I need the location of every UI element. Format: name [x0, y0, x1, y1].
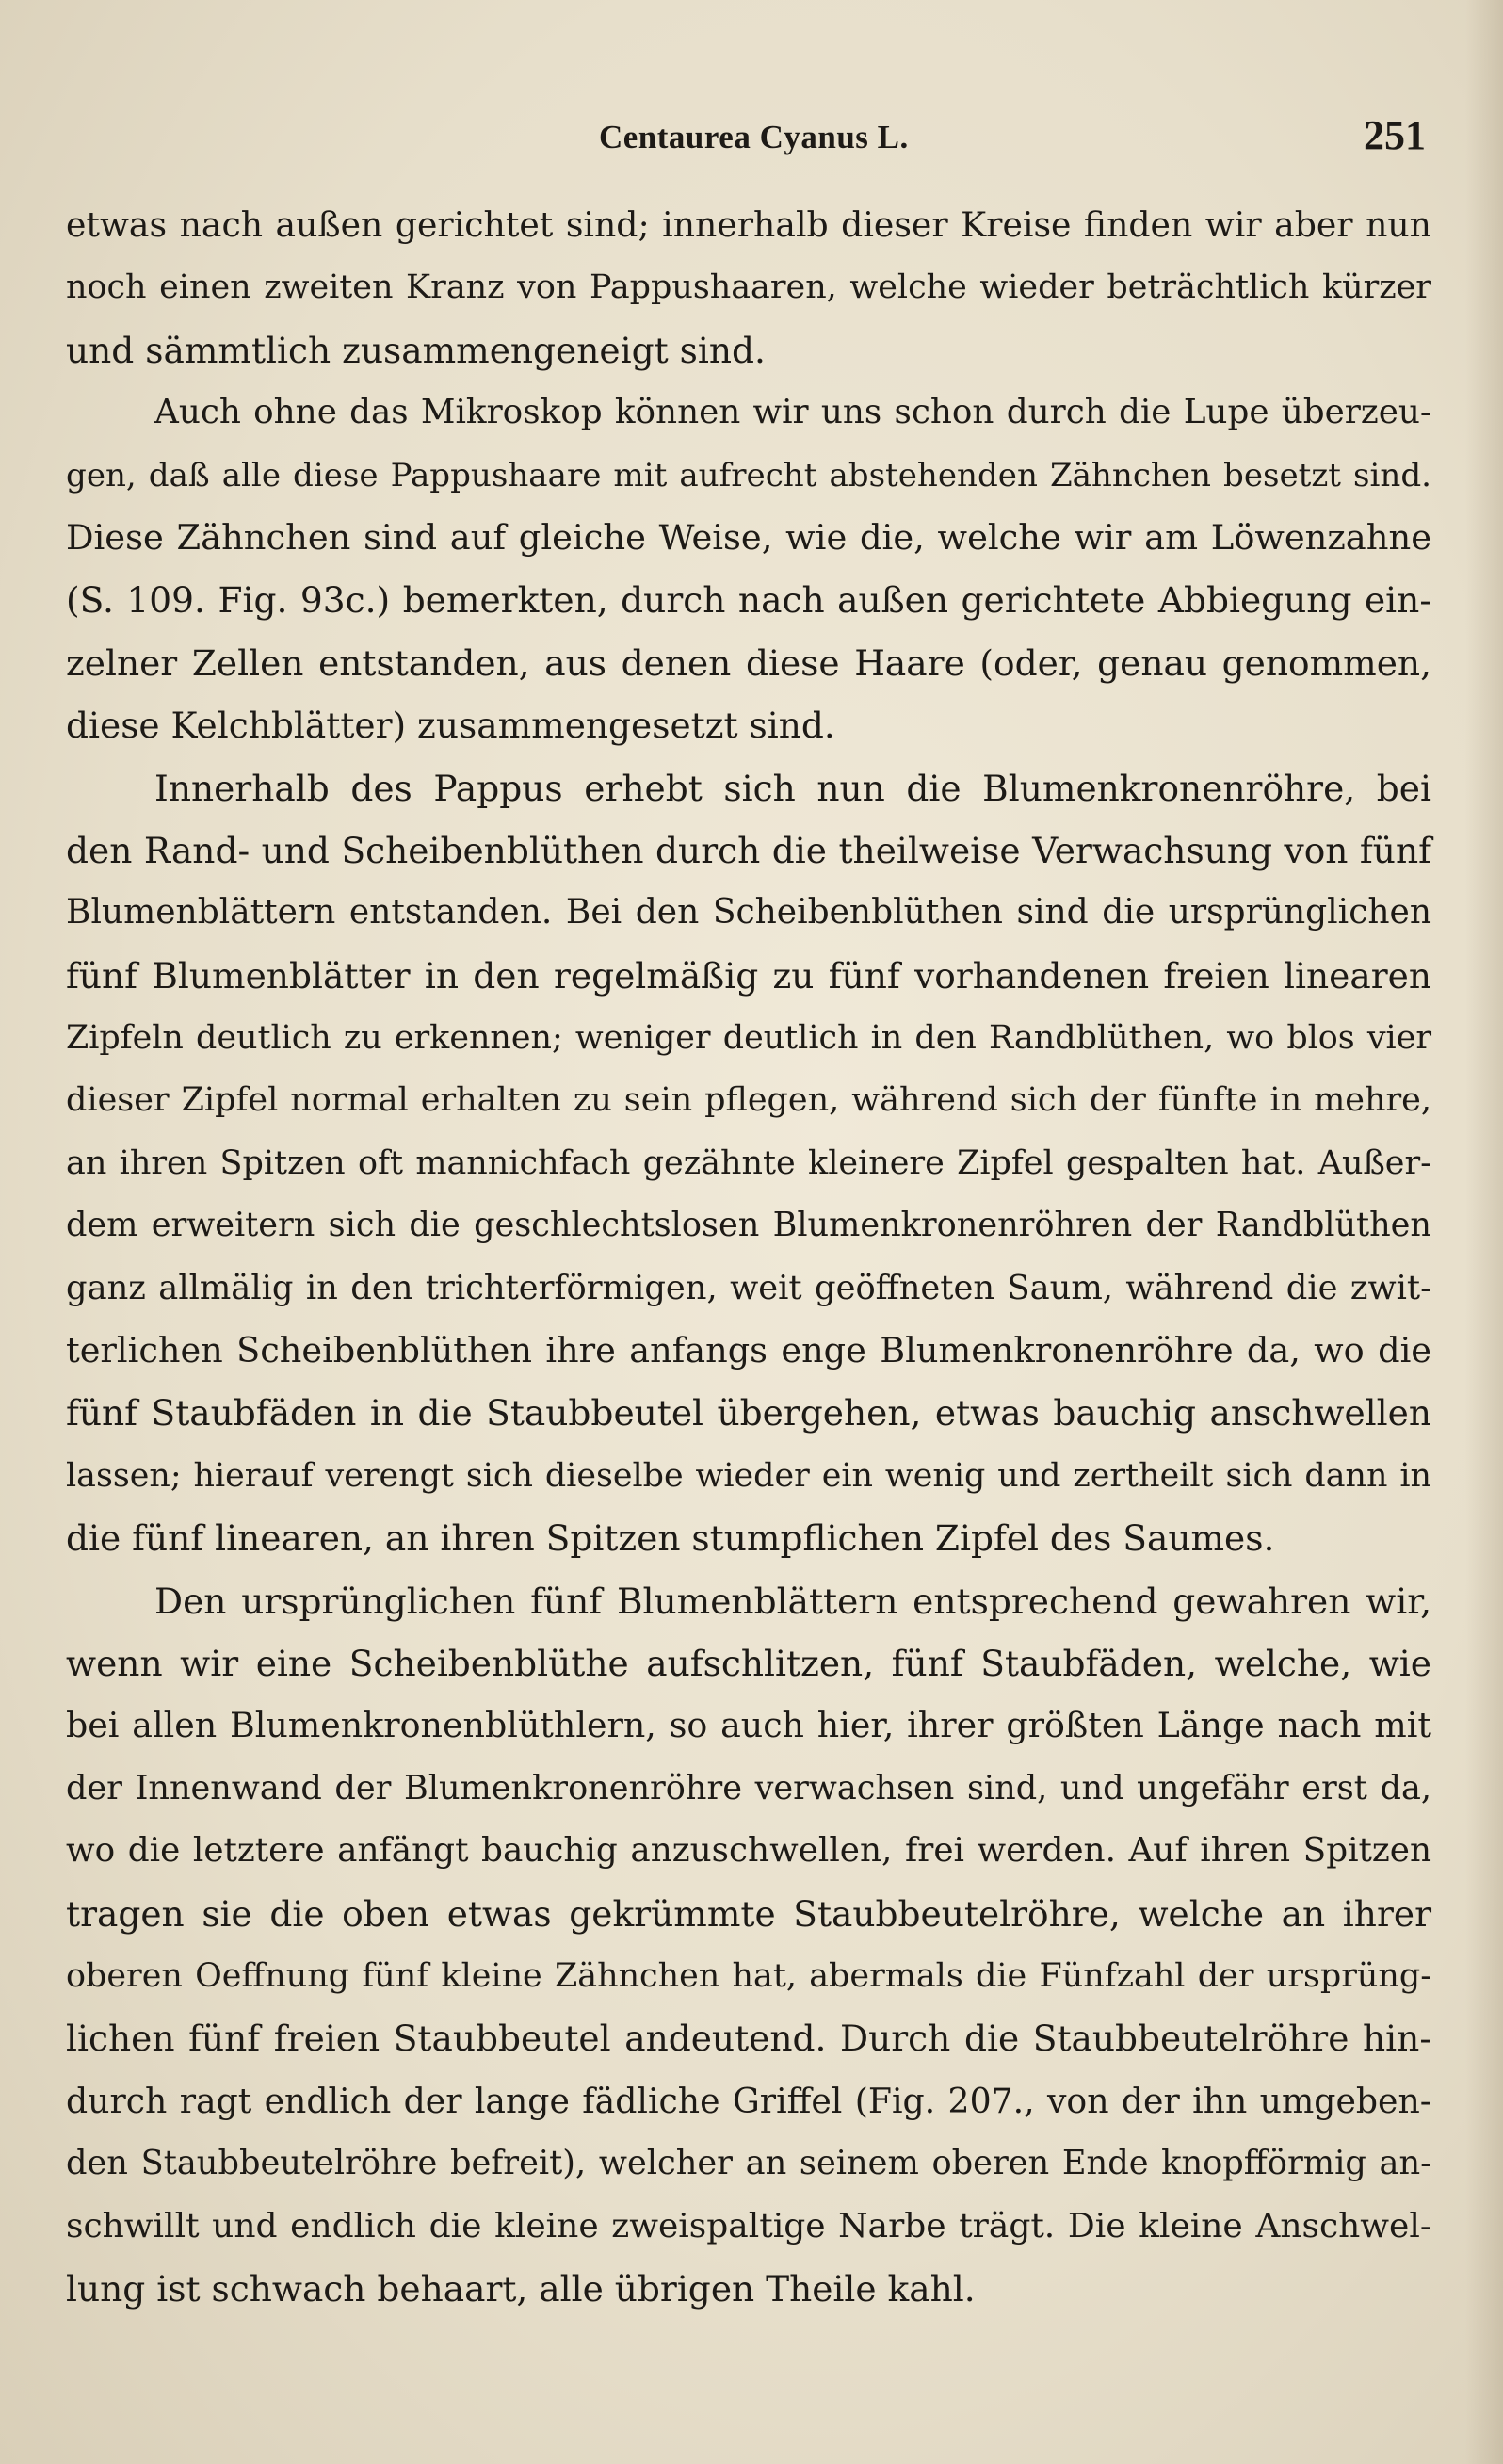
text-line: oberen Oeffnung fünf kleine Zähnchen hat, abermals die Fünfzahl der ursprüng-	[66, 1956, 1431, 1995]
text-line: wenn wir eine Scheibenblüthe aufschlitzen, fünf Staubfäden, welche, wie	[66, 1642, 1431, 1684]
text-line: durch ragt endlich der lange fädliche Griffel (Fig. 207., von der ihn umgeben-	[66, 2080, 1431, 2121]
text-line: zelner Zellen entstanden, aus denen diese Haare (oder, genau genommen,	[66, 641, 1431, 684]
page-edge-shadow	[1465, 0, 1503, 2464]
text-line: lichen fünf freien Staubbeutel andeutend. Durch die Staubbeutelröhre hin-	[66, 2018, 1431, 2060]
text-line: terlichen Scheibenblüthen ihre anfangs enge Blumenkronenröhre da, wo die	[66, 1330, 1431, 1371]
text-line: lassen; hierauf verengt sich dieselbe wieder ein wenig und zertheilt sich dann in	[66, 1456, 1431, 1495]
text-line: noch einen zweiten Kranz von Pappushaaren, welche wieder beträchtlich kürzer	[66, 268, 1431, 307]
text-line: etwas nach außen gerichtet sind; innerhalb dieser Kreise finden wir aber nun	[66, 204, 1431, 245]
text-line: bei allen Blumenkronenblüthlern, so auch hier, ihrer größten Länge nach mit	[66, 1705, 1431, 1746]
text-line: der Innenwand der Blumenkronenröhre verwachsen sind, und ungefähr erst da,	[66, 1768, 1431, 1807]
text-line: Den ursprünglichen fünf Blumenblättern entsprechend gewahren wir,	[154, 1580, 1431, 1622]
text-line: Innerhalb des Pappus erhebt sich nun die Blumenkronenröhre, bei	[154, 767, 1431, 809]
text-line: diese Kelchblätter) zusammengesetzt sind.	[66, 705, 835, 747]
text-line: und sämmtlich zusammengeneigt sind.	[66, 329, 766, 371]
text-line: (S. 109. Fig. 93c.) bemerkten, durch nach außen gerichtete Abbiegung ein-	[66, 579, 1431, 622]
running-head	[0, 111, 1503, 168]
text-line: die fünf linearen, an ihren Spitzen stumpflichen Zipfel des Saumes.	[66, 1517, 1275, 1560]
text-line: schwillt und endlich die kleine zweispaltige Narbe trägt. Die kleine Anschwel-	[66, 2206, 1431, 2245]
page-number: 251	[1364, 112, 1426, 158]
text-line: Diese Zähnchen sind auf gleiche Weise, wie die, welche wir am Löwenzahne	[66, 516, 1431, 558]
text-line: Auch ohne das Mikroskop können wir uns schon durch die Lupe überzeu-	[154, 393, 1431, 432]
text-line: fünf Blumenblätter in den regelmäßig zu fünf vorhandenen freien linearen	[66, 954, 1431, 997]
text-line: wo die letztere anfängt bauchig anzuschwellen, frei werden. Auf ihren Spitzen	[66, 1831, 1431, 1871]
text-line: den Staubbeutelröhre befreit), welcher an seinem oberen Ende knopfförmig an-	[66, 2144, 1431, 2183]
text-line: fünf Staubfäden in die Staubbeutel übergehen, etwas bauchig anschwellen	[66, 1392, 1431, 1435]
text-line: den Rand- und Scheibenblüthen durch die theilweise Verwachsung von fünf	[66, 829, 1431, 871]
text-line: gen, daß alle diese Pappushaare mit aufrecht abstehenden Zähnchen besetzt sind.	[66, 456, 1431, 494]
text-line: Blumenblättern entstanden. Bei den Scheibenblüthen sind die ursprünglichen	[66, 893, 1431, 932]
text-line: lung ist schwach behaart, alle übrigen Theile kahl.	[66, 2267, 976, 2310]
text-line: tragen sie die oben etwas gekrümmte Staubbeutelröhre, welche an ihrer	[66, 1892, 1431, 1935]
text-line: Zipfeln deutlich zu erkennen; weniger deutlich in den Randblüthen, wo blos vier	[66, 1019, 1431, 1058]
text-line: an ihren Spitzen oft mannichfach gezähnte kleinere Zipfel gespalten hat. Außer-	[66, 1143, 1431, 1182]
running-title: Centaurea Cyanus L.	[599, 119, 909, 155]
text-line: dieser Zipfel normal erhalten zu sein pflegen, während sich der fünfte in mehre,	[66, 1081, 1431, 1120]
body-text	[66, 194, 1431, 2320]
text-line: dem erweitern sich die geschlechtslosen Blumenkronenröhren der Randblüthen	[66, 1206, 1431, 1245]
text-line: ganz allmälig in den trichterförmigen, weit geöffneten Saum, während die zwit-	[66, 1268, 1431, 1307]
